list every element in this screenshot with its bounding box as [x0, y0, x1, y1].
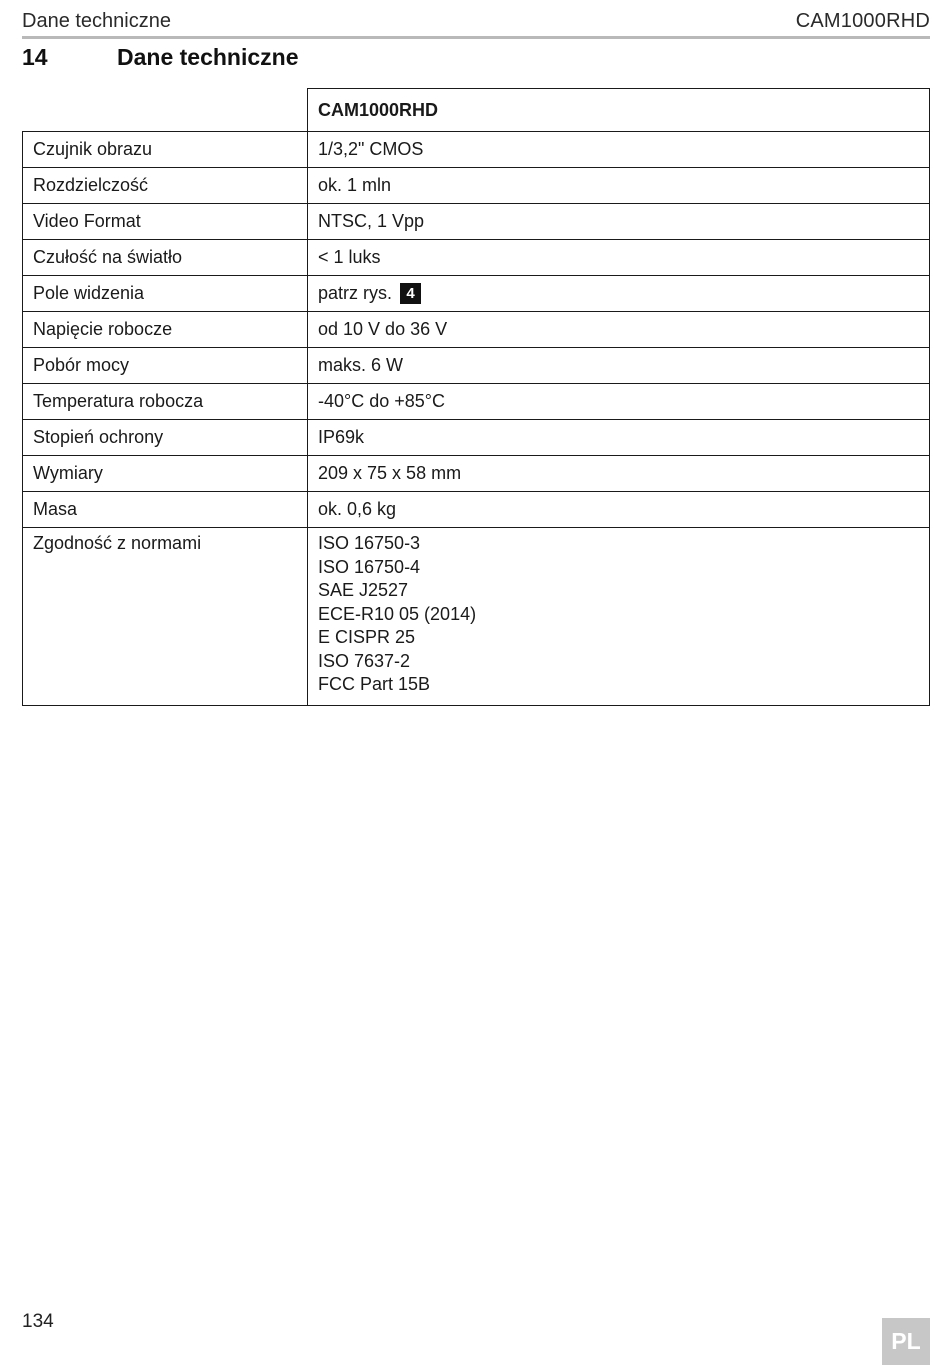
spec-label: Wymiary	[23, 456, 308, 492]
spec-label: Pole widzenia	[23, 276, 308, 312]
section-title: Dane techniczne	[117, 44, 299, 70]
table-row	[23, 240, 930, 276]
table-row	[23, 420, 930, 456]
figure-reference-badge: 4	[400, 283, 421, 304]
spec-value: ok. 1 mln	[308, 168, 930, 204]
spec-label: Temperatura robocza	[23, 384, 308, 420]
spec-label: Masa	[23, 492, 308, 528]
spec-value: IP69k	[308, 420, 930, 456]
table-row	[23, 312, 930, 348]
spec-label: Pobór mocy	[23, 348, 308, 384]
spec-value: < 1 luks	[308, 240, 930, 276]
standard-item: SAE J2527	[318, 580, 409, 600]
spec-value: 209 x 75 x 58 mm	[308, 456, 930, 492]
header-model-cell: CAM1000RHD	[308, 89, 930, 132]
spec-value-cell	[308, 276, 930, 312]
standard-item: ISO 16750-4	[318, 556, 421, 577]
spec-value: 1/3,2" CMOS	[308, 132, 930, 168]
spec-value: patrz rys.	[318, 283, 393, 303]
table-row-standards	[23, 528, 930, 706]
header-model-name: CAM1000RHD	[795, 10, 930, 32]
standard-item: ISO 7637-2	[318, 650, 411, 671]
table-row	[23, 456, 930, 492]
table-row	[23, 276, 930, 312]
spec-label: Stopień ochrony	[23, 420, 308, 456]
running-header	[22, 8, 930, 39]
table-row	[23, 348, 930, 384]
spec-value: ok. 0,6 kg	[308, 492, 930, 528]
table-row	[23, 132, 930, 168]
spec-label: Rozdzielczość	[23, 168, 308, 204]
table-row	[23, 492, 930, 528]
standard-item: ECE-R10 05 (2014)	[318, 603, 477, 624]
standard-item: FCC Part 15B	[318, 674, 431, 694]
section-heading	[22, 44, 299, 71]
spec-label: Zgodność z normami	[23, 528, 308, 706]
table-row	[23, 168, 930, 204]
spec-value: -40°C do +85°C	[308, 384, 930, 420]
spec-label: Czujnik obrazu	[23, 132, 308, 168]
spec-label: Napięcie robocze	[23, 312, 308, 348]
spec-value: maks. 6 W	[308, 348, 930, 384]
standard-item: ISO 16750-3	[318, 533, 421, 553]
table-header-row	[23, 89, 930, 132]
table-row	[23, 384, 930, 420]
header-section-name: Dane techniczne	[22, 10, 171, 32]
section-number: 14	[22, 44, 48, 70]
table-row	[23, 204, 930, 240]
page-number: 134	[22, 1311, 54, 1332]
spec-label: Czułość na światło	[23, 240, 308, 276]
standards-list	[308, 528, 930, 706]
standard-item: E CISPR 25	[318, 627, 416, 647]
spec-value: od 10 V do 36 V	[308, 312, 930, 348]
technical-data-table	[22, 88, 930, 706]
spec-value: NTSC, 1 Vpp	[308, 204, 930, 240]
header-empty-cell	[23, 89, 308, 132]
spec-label: Video Format	[23, 204, 308, 240]
language-tab: PL	[882, 1318, 930, 1365]
